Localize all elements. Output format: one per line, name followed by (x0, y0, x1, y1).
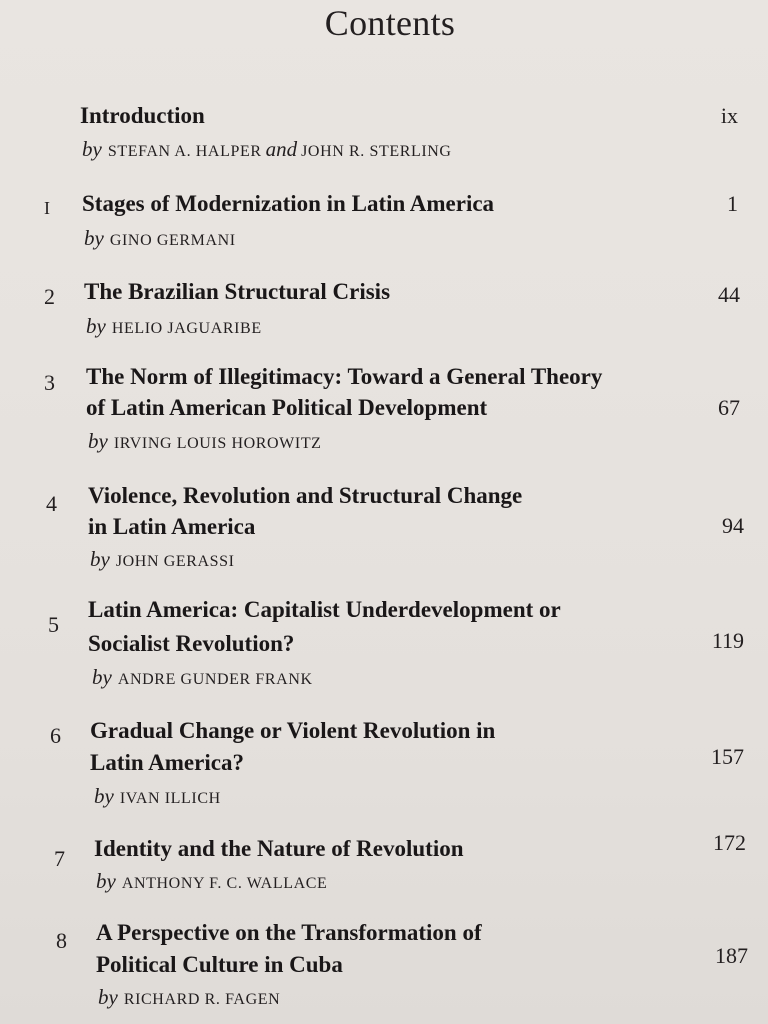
entry-title: Latin America: Capitalist Underdevelopment or (88, 597, 561, 622)
entry-title: Latin America? (90, 750, 244, 775)
chapter-number: I (44, 198, 50, 218)
entry-page-number: 67 (718, 395, 740, 420)
entry-title: A Perspective on the Transformation of (96, 920, 482, 945)
entry-title: The Norm of Illegitimacy: Toward a General Theory (86, 364, 603, 389)
by-label: by (86, 314, 106, 338)
author-name: JOHN R. STERLING (301, 143, 452, 160)
entry-author (82, 137, 452, 162)
entry-title: Identity and the Nature of Revolution (94, 836, 464, 861)
entry-title: Political Culture in Cuba (96, 952, 343, 977)
entry-page-number: 157 (711, 744, 744, 769)
chapter-number: 5 (48, 612, 59, 637)
entry-author (86, 314, 262, 339)
author-name: HELIO JAGUARIBE (111, 320, 262, 337)
entry-author (90, 547, 235, 572)
entry-page-number: 44 (718, 282, 740, 307)
author-name: GINO GERMANI (109, 232, 236, 249)
by-label: by (96, 869, 116, 893)
entry-page-number: 172 (713, 830, 746, 855)
by-label: by (94, 784, 114, 808)
chapter-number: 2 (44, 284, 55, 309)
entry-title: of Latin American Political Development (86, 395, 488, 420)
by-label: by (98, 985, 118, 1009)
entry-author (96, 869, 327, 894)
author-name: ANDRE GUNDER FRANK (117, 671, 313, 688)
author-name: IRVING LOUIS HOROWITZ (113, 435, 322, 452)
chapter-number: 7 (54, 846, 65, 871)
entry-page-number: 187 (715, 943, 748, 968)
entry-page-number: ix (720, 103, 738, 128)
author-name: JOHN GERASSI (115, 553, 235, 570)
and-label: and (265, 137, 298, 161)
by-label: by (84, 226, 104, 250)
entry-page-number: 119 (711, 628, 744, 653)
entry-title: in Latin America (88, 514, 256, 539)
entry-title: The Brazilian Structural Crisis (84, 279, 391, 304)
entry-author (98, 985, 280, 1010)
entry-title: Gradual Change or Violent Revolution in (90, 718, 496, 743)
entry-author (92, 665, 313, 690)
entry-page-number: 1 (727, 191, 738, 216)
by-label: by (82, 137, 102, 161)
chapter-number: 3 (44, 370, 55, 395)
page-title: Contents (324, 3, 456, 43)
entry-author (88, 429, 322, 454)
author-name: RICHARD R. FAGEN (123, 991, 281, 1008)
by-label: by (88, 429, 108, 453)
entry-title: Stages of Modernization in Latin America (82, 191, 495, 216)
entry-page-number: 94 (722, 513, 744, 538)
entry-title: Introduction (80, 103, 205, 128)
entry-title: Violence, Revolution and Structural Change (88, 483, 523, 508)
by-label: by (90, 547, 110, 571)
entry-author (84, 226, 236, 251)
entry-title: Socialist Revolution? (88, 631, 295, 656)
by-label: by (92, 665, 112, 689)
chapter-number: 8 (56, 928, 67, 953)
entry-author (94, 784, 221, 809)
chapter-number: 4 (46, 491, 57, 516)
author-name: ANTHONY F. C. WALLACE (121, 875, 328, 892)
author-name: IVAN ILLICH (119, 790, 221, 807)
author-name: STEFAN A. HALPER (107, 143, 262, 160)
chapter-number: 6 (50, 723, 61, 748)
